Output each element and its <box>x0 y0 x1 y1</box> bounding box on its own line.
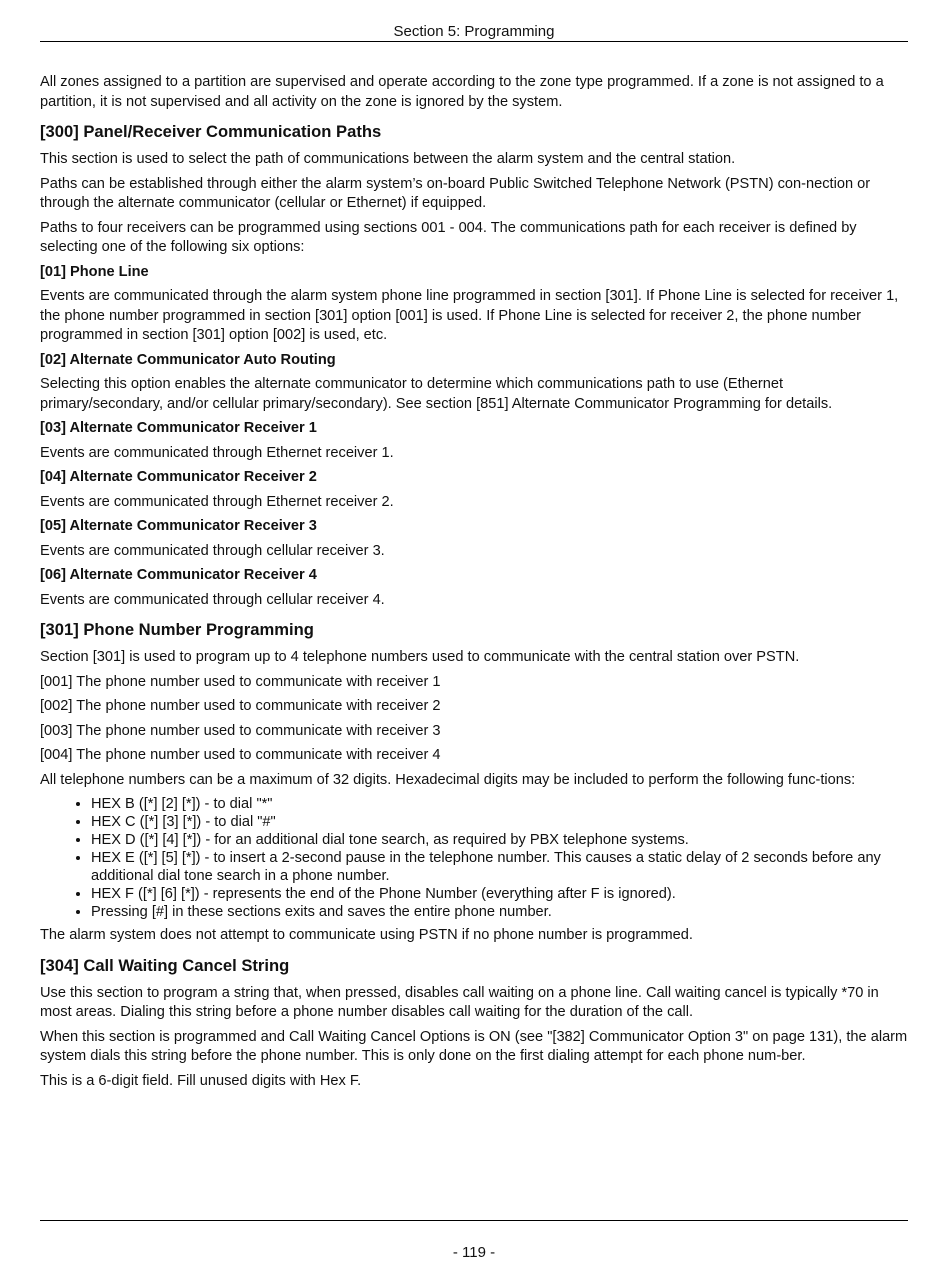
section-300-paragraph-3: Paths to four receivers can be programmed using sections 001 - 004. The communications path for each receiver is defined by selecting one of the following six options: <box>40 219 857 255</box>
section-304-paragraph-1: Use this section to program a string that, when pressed, disables call waiting on a phone line. Call waiting cancel is typically *70 in most areas. Dialing this string before a phone number disables call waiting for the duration of the call. <box>40 984 879 1020</box>
option-03-heading: [03] Alternate Communicator Receiver 1 <box>40 420 317 436</box>
phone-number-item-003: [003] The phone number used to communicate with receiver 3 <box>40 722 441 739</box>
hex-function-item: • Pressing [#] in these sections exits and saves the entire phone number. <box>91 903 908 921</box>
hex-function-item: • HEX E ([*] [5] [*]) - to insert a 2-second pause in the telephone number. This causes a static delay of 2 seconds before any additional dial tone search in a phone number. <box>91 849 908 885</box>
option-05-text: Events are communicated through cellular receiver 3. <box>40 542 385 559</box>
section-301-heading: [301] Phone Number Programming <box>40 620 314 639</box>
option-06-heading: [06] Alternate Communicator Receiver 4 <box>40 567 317 583</box>
section-304-paragraph-3: This is a 6-digit field. Fill unused digits with Hex F. <box>40 1072 362 1089</box>
page-body <box>40 73 908 1096</box>
section-300-heading: [300] Panel/Receiver Communication Paths <box>40 122 382 141</box>
phone-number-item-001: [001] The phone number used to communicate with receiver 1 <box>40 673 441 690</box>
hex-function-item: • HEX B ([*] [2] [*]) - to dial "*" <box>91 795 908 813</box>
option-02-heading: [02] Alternate Communicator Auto Routing <box>40 351 336 368</box>
header-divider <box>40 41 908 42</box>
option-05-heading: [05] Alternate Communicator Receiver 3 <box>40 518 317 534</box>
hex-function-item: • HEX C ([*] [3] [*]) - to dial "#" <box>91 813 908 831</box>
phone-number-item-004: [004] The phone number used to communicate with receiver 4 <box>40 747 441 763</box>
option-01-text: Events are communicated through the alarm system phone line programmed in section [301]. If Phone Line is selected for receiver 1, the phone number programmed in section [301] option [001] is used. If Phone Line is selected for receiver 2, the phone number programmed in section [301] option [002] is used, etc. <box>40 288 899 343</box>
hex-function-item: • HEX D ([*] [4] [*]) - for an additional dial tone search, as required by PBX telephone systems. <box>91 831 908 849</box>
hex-function-item: • HEX F ([*] [6] [*]) - represents the end of the Phone Number (everything after F is ignored). <box>91 885 908 903</box>
section-301-paragraph-3: The alarm system does not attempt to communicate using PSTN if no phone number is programmed. <box>40 927 693 943</box>
option-03-text: Events are communicated through Ethernet receiver 1. <box>40 444 394 461</box>
option-02-text: Selecting this option enables the alternate communicator to determine which communications path to use (Ethernet primary/secondary, and/or cellular primary/secondary). See section [851] Alternate Communicator Programming for details. <box>40 376 833 412</box>
option-04-heading: [04] Alternate Communicator Receiver 2 <box>40 469 317 485</box>
option-01-heading: [01] Phone Line <box>40 263 149 280</box>
footer-divider <box>40 1220 908 1221</box>
page-number: - 119 - <box>452 1244 496 1261</box>
section-304-paragraph-2: When this section is programmed and Call Waiting Cancel Options is ON (see "[382] Communicator Option 3" on page 131), the alarm system dials this string before the phone number. This is only done on the first dialing attempt for each phone num-ber. <box>40 1028 908 1064</box>
section-301-paragraph-1: Section [301] is used to program up to 4 telephone numbers used to communicate with the central station over PSTN. <box>40 649 800 665</box>
option-06-text: Events are communicated through cellular receiver 4. <box>40 591 385 608</box>
intro-paragraph: All zones assigned to a partition are supervised and operate according to the zone type programmed. If a zone is not assigned to a partition, it is not supervised and all activity on the zone is ignored by the system. <box>40 74 884 110</box>
option-04-text: Events are communicated through Ethernet receiver 2. <box>40 493 394 510</box>
page-header: Section 5: Programming <box>393 23 555 40</box>
phone-number-item-002: [002] The phone number used to communicate with receiver 2 <box>40 698 441 714</box>
section-304-heading: [304] Call Waiting Cancel String <box>40 955 290 975</box>
hex-function-list <box>40 795 908 921</box>
section-300-paragraph-2: Paths can be established through either the alarm system’s on-board Public Switched Telephone Network (PSTN) con-nection or through the alternate communicator (cellular or Ethernet) if equipped. <box>40 175 871 211</box>
section-301-paragraph-2: All telephone numbers can be a maximum of 32 digits. Hexadecimal digits may be included to perform the following func-tions: <box>40 771 856 788</box>
section-300-paragraph-1: This section is used to select the path of communications between the alarm system and the central station. <box>40 151 736 167</box>
